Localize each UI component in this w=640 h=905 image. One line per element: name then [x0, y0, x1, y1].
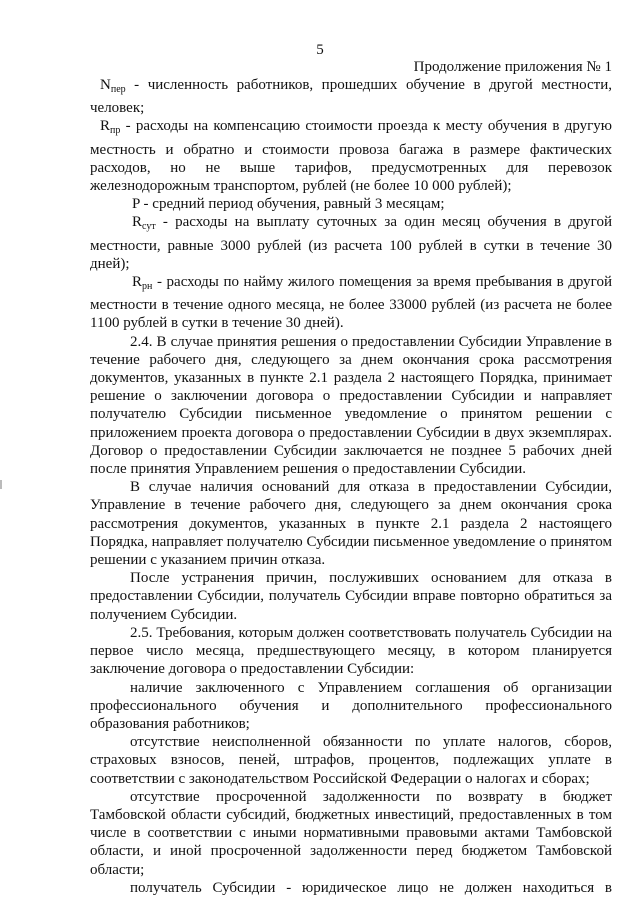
definition-n-per: $N_{пер}$ - численность работников, прошедших обучение в другой местности, человек; — [90, 77, 612, 117]
page-number: 5 — [316, 42, 324, 58]
continuation-header: Продолжение приложения № 1 — [413, 59, 612, 75]
requirement-legal-entity: получатель Субсидии - юридическое лицо не должен находиться в — [130, 879, 612, 896]
scan-margin-mark — [0, 480, 2, 489]
requirement-no-tax-debt: отсутствие неисполненной обязанности по уплате налогов, сборов, страховых взносов, пеней, штрафов, процентов, подлежащих уплате в соответствии с законодательством Российской Федерации о налогах и сборах; — [90, 734, 612, 787]
requirement-no-overdue-debt: отсутствие просроченной задолженности по возврату в бюджет Тамбовской области субсидий, бюджетных инвестиций, предоставленных в том числе в соответствии с иными нормативными правовыми актами Тамбовской области, и иной просроченной задолженности перед бюджетом Тамбовской области; — [90, 788, 612, 878]
requirement-agreement: наличие заключенного с Управлением соглашения об организации профессионального обучения и дополнительного профессионального образования работников; — [90, 679, 612, 732]
refusal-paragraph: В случае наличия оснований для отказа в предоставлении Субсидии, Управление в течение рабочего дня, следующего за днем окончания срока рассмотрения документов, указанных в пункте 2.1 раздела 2 настоящего Порядка, направляет получателю Субсидии письменное уведомление о принятом решении с указанием причин отказа. — [90, 479, 612, 569]
reapply-paragraph: После устранения причин, послуживших основанием для отказа в предоставлении Субсидии, получатель Субсидии вправе повторно обратиться за получением Субсидии. — [90, 570, 612, 623]
clause-2-4: 2.4. В случае принятия решения о предоставлении Субсидии Управление в течение рабочего дня, следующего за днем окончания срока рассмотрения документов, указанных в пункте 2.1 раздела 2 настоящего Порядка, принимает решение о заключении договора о предоставлении Субсидии и направляет получателю Субсидии письменное уведомление о принятом решении с приложением проекта договора о предоставлении Субсидии в двух экземплярах. Договор о предоставлении Субсидии заключается не позднее 5 рабочих дней после принятия Управлением решения о предоставлении Субсидии. — [90, 333, 612, 478]
clause-2-5: 2.5. Требования, которым должен соответствовать получатель Субсидии на первое число месяца, предшествующего месяцу, в котором планируется заключение договора о предоставлении Субсидии: — [90, 624, 612, 678]
definition-r-rn: $R_{рн}$ - расходы по найму жилого помещения за время пребывания в другой местности в течение одного месяца, не более 33000 рублей (из расчета не более 1100 рублей в сутки в течение 30 дней). — [90, 274, 612, 332]
definition-r-pr: $R_{пр}$ - расходы на компенсацию стоимости проезда к месту обучения в другую местность и обратно и стоимости провоза багажа в размере фактических расходов, но не выше тарифов, предусмотренных для перевозок железнодорожным транспортом, рублей (не более 10 000 рублей); — [90, 118, 612, 195]
document-body — [90, 76, 612, 897]
definition-r-sut: $R_{сут}$ - расходы на выплату суточных за один месяц обучения в другой местности, равные 3000 рублей (из расчета 100 рублей в сутки в течение 30 дней); — [90, 214, 612, 272]
definition-p: P - средний период обучения, равный 3 месяцам; — [132, 196, 445, 213]
